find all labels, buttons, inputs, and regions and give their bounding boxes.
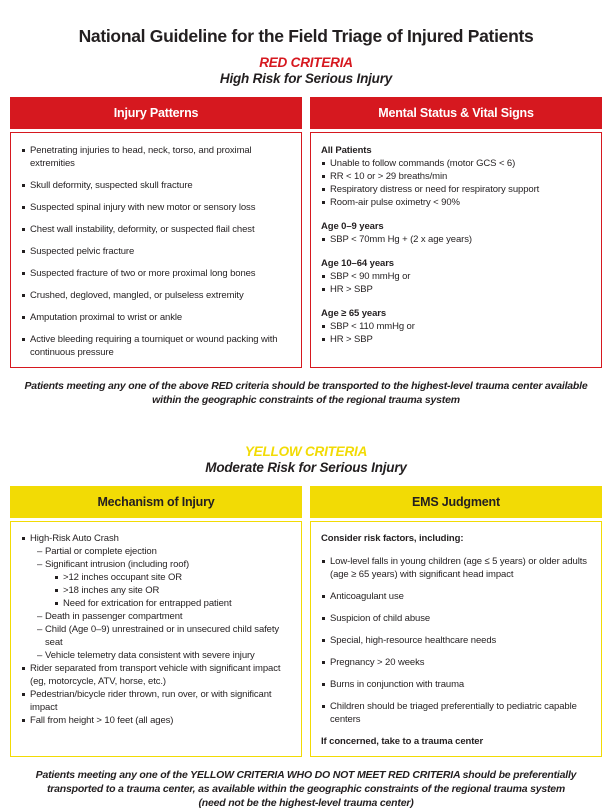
bullet-icon (22, 294, 25, 297)
list-item (321, 678, 593, 691)
red-criteria-columns (10, 97, 602, 368)
list-item (321, 612, 593, 625)
list-item-text: SBP < 70mm Hg + (2 x age years) (330, 234, 472, 245)
list-item-text: >18 inches any site OR (63, 585, 160, 596)
list-item (21, 201, 293, 214)
injury-patterns-header: Injury Patterns (10, 97, 302, 129)
bullet-icon (322, 617, 325, 620)
list-item (321, 183, 593, 196)
bullet-icon (22, 184, 25, 187)
list-item-text: Penetrating injuries to head, neck, torso, and proximal extremities (30, 145, 252, 169)
list-item (321, 170, 593, 183)
bullet-icon (55, 602, 58, 605)
list-item (21, 714, 293, 727)
list-item-text: Suspicion of child abuse (330, 613, 431, 624)
list-item (321, 157, 593, 170)
list-item (21, 532, 293, 545)
list-item (37, 649, 293, 662)
bullet-icon (22, 667, 25, 670)
list-item (21, 179, 293, 192)
bullet-icon (322, 288, 325, 291)
list-item-text: Skull deformity, suspected skull fracture (30, 180, 193, 191)
bullet-icon (22, 272, 25, 275)
list-item (321, 333, 593, 346)
group-heading: All Patients (321, 145, 372, 156)
list-item (21, 662, 293, 688)
list-item-text: Significant intrusion (including roof) (45, 559, 190, 570)
list-item (21, 311, 293, 324)
list-item (37, 610, 293, 623)
list-item (321, 700, 593, 726)
list-item-text: >12 inches occupant site OR (63, 572, 183, 583)
red-criteria-heading: RED CRITERIA (259, 55, 353, 70)
list-item-text: Respiratory distress or need for respiratory support (330, 184, 540, 195)
bullet-icon (22, 228, 25, 231)
red-criteria-subheading: High Risk for Serious Injury (219, 71, 393, 86)
bullet-icon (322, 162, 325, 165)
list-item (321, 283, 593, 296)
dash-icon (37, 649, 45, 662)
group-heading: Age 10–64 years (321, 258, 394, 269)
list-item-text: Suspected pelvic fracture (30, 246, 135, 257)
yellow-footnote-main: Patients meeting any one of the YELLOW CRITERIA WHO DO NOT MEET RED CRITERIA should be preferentially transported to a trauma center, as available within the geographic constraints of the regional trauma system (35, 769, 577, 795)
list-item-text: Need for extrication for entrapped patient (63, 598, 232, 609)
page-title: National Guideline for the Field Triage of Injured Patients (78, 26, 534, 46)
ems-outro: If concerned, take to a trauma center (321, 736, 484, 747)
list-item-text: Room-air pulse oximetry < 90% (330, 197, 460, 208)
list-item (321, 555, 593, 581)
bullet-icon (322, 275, 325, 278)
list-item-text: SBP < 110 mmHg or (330, 321, 415, 332)
bullet-icon (22, 537, 25, 540)
bullet-icon (322, 175, 325, 178)
bullet-icon (55, 589, 58, 592)
bullet-icon (22, 149, 25, 152)
bullet-icon (322, 188, 325, 191)
mental-status-column (310, 97, 602, 368)
ems-intro: Consider risk factors, including: (321, 533, 464, 544)
vitals-group-age-0-9 (321, 220, 593, 246)
bullet-icon (322, 201, 325, 204)
yellow-footnote-note: (need not be the highest-level trauma center) (198, 797, 414, 809)
ems-judgment-box (310, 521, 602, 757)
list-item (321, 634, 593, 647)
list-item-text: Suspected fracture of two or more proximal long bones (30, 268, 256, 279)
list-item-text: HR > SBP (330, 284, 373, 295)
list-item (321, 590, 593, 603)
group-heading: Age ≥ 65 years (321, 308, 387, 319)
bullet-icon (322, 560, 325, 563)
list-item-text: Crushed, degloved, mangled, or pulseless extremity (30, 290, 244, 301)
bullet-icon (22, 250, 25, 253)
list-item-text: Children should be triaged preferentially to pediatric capable centers (330, 701, 577, 725)
list-item-text: Fall from height > 10 feet (all ages) (30, 715, 174, 726)
yellow-criteria-heading: YELLOW CRITERIA (244, 444, 368, 459)
list-item (321, 196, 593, 209)
yellow-criteria-columns (10, 486, 602, 757)
mechanism-header: Mechanism of Injury (10, 486, 302, 518)
list-item-text: Anticoagulant use (330, 591, 404, 602)
vitals-group-age-10-64 (321, 257, 593, 296)
list-item-text: Unable to follow commands (motor GCS < 6) (330, 158, 516, 169)
ems-judgment-column (310, 486, 602, 757)
list-item-text: Active bleeding requiring a tourniquet or wound packing with continuous pressure (30, 334, 278, 358)
bullet-icon (322, 238, 325, 241)
list-item-text: RR < 10 or > 29 breaths/min (330, 171, 448, 182)
list-item-text: Pregnancy > 20 weeks (330, 657, 425, 668)
mechanism-box (10, 521, 302, 757)
list-item (54, 597, 293, 610)
red-footnote: Patients meeting any one of the above RED criteria should be transported to the highest-level trauma center available within the geographic constraints of the regional trauma system (24, 380, 588, 406)
ems-judgment-header: EMS Judgment (310, 486, 602, 518)
list-item (21, 245, 293, 258)
list-item-text: HR > SBP (330, 334, 373, 345)
list-item-text: Special, high-resource healthcare needs (330, 635, 497, 646)
list-item (21, 289, 293, 302)
dash-icon (37, 623, 45, 636)
bullet-icon (22, 338, 25, 341)
bullet-icon (22, 693, 25, 696)
mechanism-column (10, 486, 302, 757)
list-item (321, 320, 593, 333)
list-item (54, 571, 293, 584)
list-item-text: Amputation proximal to wrist or ankle (30, 312, 183, 323)
list-item-text: Chest wall instability, deformity, or suspected flail chest (30, 224, 255, 235)
yellow-criteria-subheading: Moderate Risk for Serious Injury (205, 460, 407, 475)
injury-patterns-column (10, 97, 302, 368)
list-item-text: Low-level falls in young children (age ≤ 5 years) or older adults (age ≥ 65 years) with significant head impact (330, 556, 587, 580)
list-item (37, 623, 293, 649)
group-heading: Age 0–9 years (321, 221, 384, 232)
dash-icon (37, 558, 45, 571)
bullet-icon (322, 705, 325, 708)
dash-icon (37, 545, 45, 558)
list-item-text: Child (Age 0–9) unrestrained or in unsecured child safety seat (45, 624, 280, 648)
list-item (321, 656, 593, 669)
list-item-text: Suspected spinal injury with new motor or sensory loss (30, 202, 256, 213)
list-item (321, 233, 593, 246)
list-item (21, 223, 293, 236)
list-item (37, 558, 293, 571)
list-item-text: Rider separated from transport vehicle with significant impact (eg, motorcycle, ATV, horse, etc.) (30, 663, 281, 687)
vitals-group-age-65-plus (321, 307, 593, 346)
bullet-icon (22, 316, 25, 319)
list-item (37, 545, 293, 558)
list-item-text: SBP < 90 mmHg or (330, 271, 411, 282)
bullet-icon (322, 639, 325, 642)
bullet-icon (322, 595, 325, 598)
list-item (21, 688, 293, 714)
list-item (21, 333, 293, 359)
list-item-text: Vehicle telemetry data consistent with severe injury (45, 650, 255, 661)
bullet-icon (322, 683, 325, 686)
mental-status-header: Mental Status & Vital Signs (310, 97, 602, 129)
bullet-icon (322, 325, 325, 328)
list-item (54, 584, 293, 597)
list-item (21, 144, 293, 170)
mental-status-box (310, 132, 602, 368)
yellow-footnote (14, 768, 598, 810)
bullet-icon (22, 719, 25, 722)
bullet-icon (55, 576, 58, 579)
bullet-icon (22, 206, 25, 209)
bullet-icon (322, 338, 325, 341)
bullet-icon (322, 661, 325, 664)
list-item-text: Pedestrian/bicycle rider thrown, run over, or with significant impact (30, 689, 272, 713)
list-item-text: Partial or complete ejection (45, 546, 157, 557)
dash-icon (37, 610, 45, 623)
list-item-text: High-Risk Auto Crash (30, 533, 119, 544)
injury-patterns-box (10, 132, 302, 368)
list-item (321, 270, 593, 283)
list-item-text: Death in passenger compartment (45, 611, 183, 622)
list-item (21, 267, 293, 280)
list-item-text: Burns in conjunction with trauma (330, 679, 465, 690)
vitals-group-all-patients (321, 144, 593, 209)
